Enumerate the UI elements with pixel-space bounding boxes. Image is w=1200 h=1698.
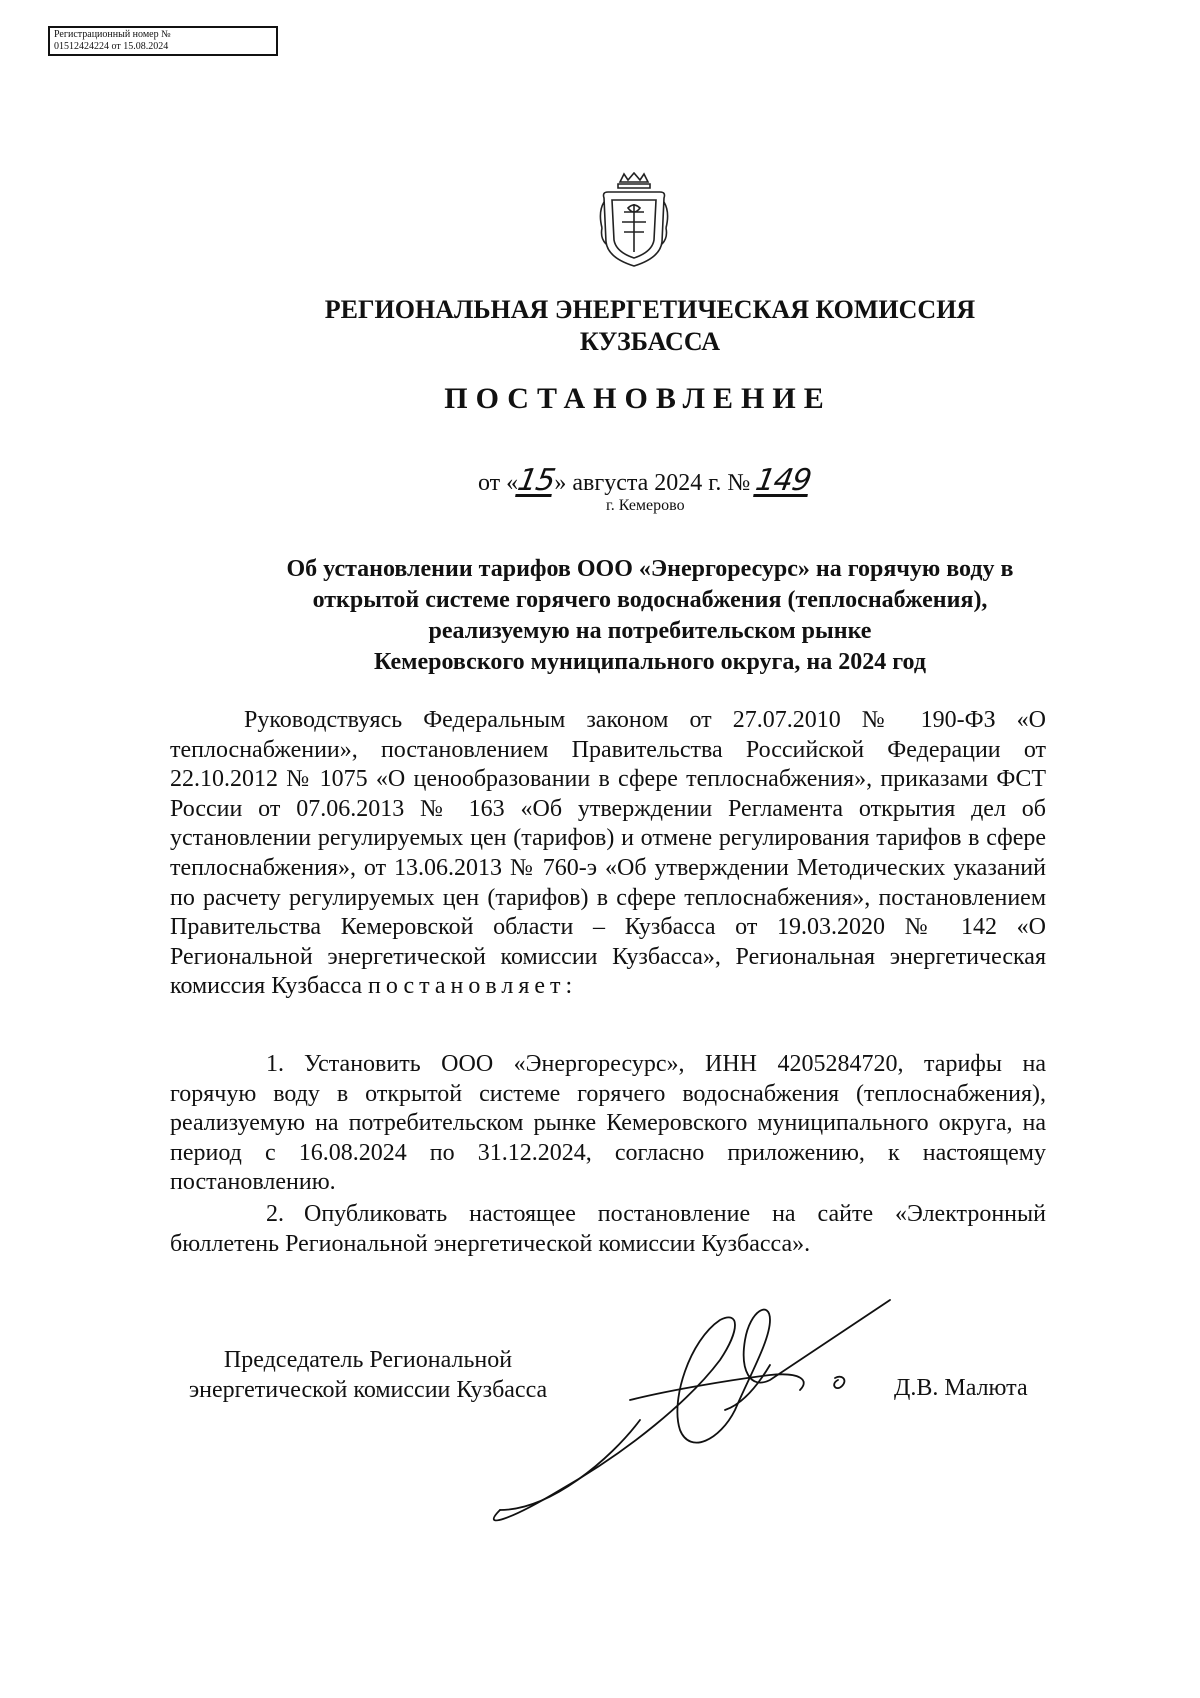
title-line: Кемеровского муниципального округа, на 2024 год: [374, 649, 926, 675]
title-line: реализуемую на потребительском рынке: [428, 618, 872, 644]
decree-item: [170, 1050, 1046, 1198]
registration-number: 01512424224 от 15.08.2024: [54, 41, 169, 52]
preamble-text: Руководствуясь Федеральным законом от 27.07.2010 № 190-ФЗ «О теплоснабжении», постановлением Правительства Российской Федерации от 22.10.2012 № 1075 «О ценообразовании в сфере теплоснабжения», приказами ФСТ России от 07.06.2013 № 163 «Об утверждении Регламента открытия дел об установлении регулируемых цен (тарифов) и отмене регулирования тарифов в сфере теплоснабжения», от 13.06.2013 № 760-э «Об утверждении Методических указаний по расчету регулируемых цен (тарифов) в сфере теплоснабжения», постановлением Правительства Кемеровской области – Кузбасса от 19.03.2020 № 142 «О Региональной энергетической комиссии Кузбасса», Региональная энергетическая комиссия Кузбасса: [170, 707, 1046, 1000]
date-line: [478, 463, 814, 498]
decree-word: постановляет:: [368, 973, 578, 1000]
organization-region: КУЗБАССА: [579, 327, 721, 356]
coat-of-arms-icon: [598, 172, 670, 268]
signatory-name: Д.В. Малюта: [894, 1375, 1028, 1401]
date-middle: » августа 2024 г. №: [554, 470, 757, 496]
document-type: ПОСТАНОВЛЕНИЕ: [444, 382, 832, 415]
city: г. Кемерово: [606, 497, 685, 514]
handwritten-day: 15: [515, 463, 558, 498]
handwritten-signature: [470, 1280, 940, 1540]
item-number: 2.: [266, 1201, 284, 1227]
decree-item: [170, 1200, 1046, 1259]
handwritten-number: 149: [753, 463, 814, 498]
title-line: Об установлении тарифов ООО «Энергоресурс» на горячую воду в: [286, 556, 1014, 582]
document-title: [240, 554, 1060, 678]
registration-label: Регистрационный номер №: [54, 29, 171, 40]
preamble-paragraph: [170, 706, 1046, 1002]
item-text: Установить ООО «Энергоресурс», ИНН 4205284720, тарифы на горячую воду в открытой системе горячего водоснабжения (теплоснабжения), реализуемую на потребительском рынке Кемеровского муниципального округа, на период с 16.08.2024 по 31.12.2024, согласно приложению, к настоящему постановлению.: [170, 1051, 1046, 1196]
item-text: Опубликовать настоящее постановление на сайте «Электронный бюллетень Региональной энергетической комиссии Кузбасса».: [170, 1201, 1046, 1257]
position-line: энергетической комиссии Кузбасса: [188, 1377, 548, 1403]
organization-name: РЕГИОНАЛЬНАЯ ЭНЕРГЕТИЧЕСКАЯ КОМИССИЯ: [324, 295, 976, 324]
item-number: 1.: [266, 1051, 284, 1077]
position-line: Председатель Региональной: [223, 1347, 513, 1373]
registration-stamp: [48, 26, 278, 56]
date-prefix: от «: [478, 470, 519, 496]
title-line: открытой системе горячего водоснабжения (теплоснабжения),: [312, 587, 988, 613]
